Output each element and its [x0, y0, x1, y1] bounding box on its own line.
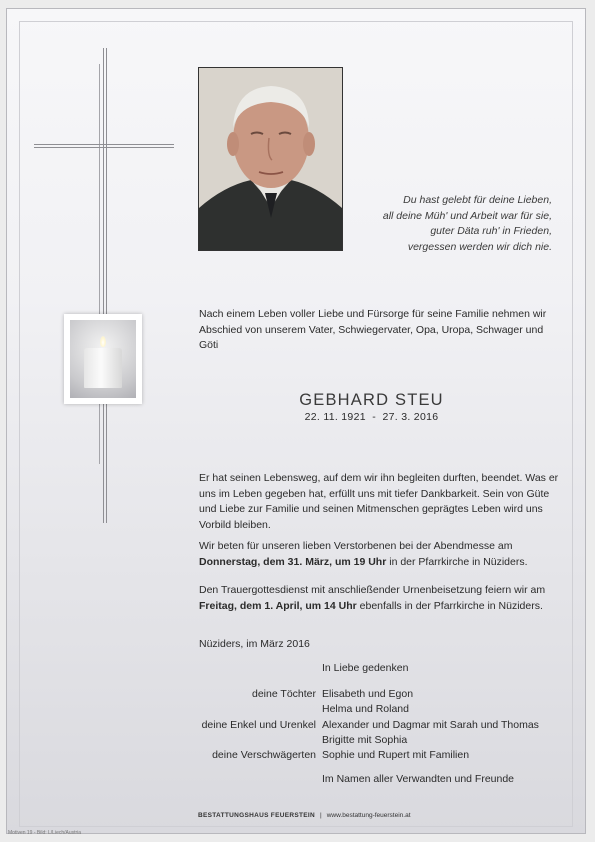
- mourner-relation: deine Töchter: [251, 688, 316, 700]
- cross-icon: [103, 48, 107, 523]
- life-paragraph: Er hat seinen Lebensweg, auf dem wir ihn begleiten durften, beendet. Was er uns im Leben gegeben hat, erfüllt uns mit tiefer Dankbarkeit. Sein von Güte und Liebe zur Familie und seinen Mitmenschen geprägtes Leben wird uns Vorbild bleiben.: [199, 472, 559, 531]
- mourner-names: Helma und Roland: [322, 703, 409, 716]
- mourner-row: [195, 733, 539, 748]
- template-code: Motiven 19 - Bild: L/Liech/Austria: [8, 830, 82, 836]
- intro-text: Nach einem Leben voller Liebe und Fürsorge für seine Familie nehmen wir Abschied von unserem Vater, Schwiegervater, Opa, Uropa, Schwager und Göti: [199, 308, 547, 351]
- deceased-name: GEBHARD STEU: [299, 391, 444, 409]
- evening-mass-date: Donnerstag, dem 31. März, um 19 Uhr: [199, 555, 387, 568]
- mourner-row: [195, 702, 539, 717]
- mourner-row: [195, 718, 539, 733]
- portrait-photo: [198, 67, 343, 251]
- footer-separator: |: [319, 812, 322, 819]
- candle-background: [70, 320, 136, 398]
- mourner-relation: [195, 733, 322, 748]
- evening-mass-location: in der Pfarrkirche in Nüziders.: [386, 555, 528, 568]
- candle-icon: [84, 348, 122, 388]
- poem-line: guter Däta ruh' in Frieden,: [430, 225, 552, 237]
- mourner-names: Alexander und Dagmar mit Sarah und Thomas: [322, 718, 539, 731]
- mourner-names: Elisabeth und Egon: [322, 688, 414, 700]
- mourner-relation: deine Verschwägerten: [212, 749, 316, 762]
- footer: [198, 812, 411, 819]
- mourner-row: [195, 687, 539, 702]
- evening-mass-text: Wir beten für unseren lieben Verstorbenen bei der Abendmesse am: [199, 540, 513, 552]
- closing-line: Im Namen aller Verwandten und Freunde: [322, 773, 515, 785]
- flame-icon: [100, 336, 106, 347]
- funeral-service-date: Freitag, dem 1. April, um 14 Uhr: [199, 599, 357, 612]
- place-date: Nüziders, im März 2016: [199, 638, 310, 650]
- mourner-names: Sophie und Rupert mit Familien: [322, 749, 470, 762]
- funeral-home-website[interactable]: www.bestattung-feuerstein.at: [326, 812, 411, 819]
- poem-line: Du hast gelebt für deine Lieben,: [403, 194, 552, 206]
- funeral-service-location: ebenfalls in der Pfarrkirche in Nüziders.: [356, 599, 543, 612]
- candle-image: [64, 314, 142, 404]
- portrait-illustration: [199, 68, 342, 250]
- life-dates: 22. 11. 1921 - 27. 3. 2016: [304, 411, 439, 423]
- mourner-relation: deine Enkel und Urenkel: [201, 718, 316, 731]
- mourner-row: [195, 748, 539, 763]
- funeral-service-text: Den Trauergottesdienst mit anschließender Urnenbeisetzung feiern wir am: [199, 584, 546, 596]
- mourner-relation: [195, 702, 322, 717]
- mourners-list: [195, 687, 539, 763]
- poem-line: all deine Müh' und Arbeit war für sie,: [382, 209, 552, 222]
- poem-line: vergessen werden wir dich nie.: [407, 240, 552, 253]
- funeral-service-paragraph: [199, 583, 569, 614]
- cross-line: [99, 64, 100, 464]
- funeral-home-name: BESTATTUNGSHAUS FEUERSTEIN: [198, 812, 315, 819]
- evening-mass-paragraph: [199, 539, 569, 570]
- cross-bar: [34, 144, 174, 148]
- poem: [352, 193, 552, 255]
- greeting: In Liebe gedenken: [322, 662, 409, 674]
- mourner-names: Brigitte mit Sophia: [322, 733, 408, 746]
